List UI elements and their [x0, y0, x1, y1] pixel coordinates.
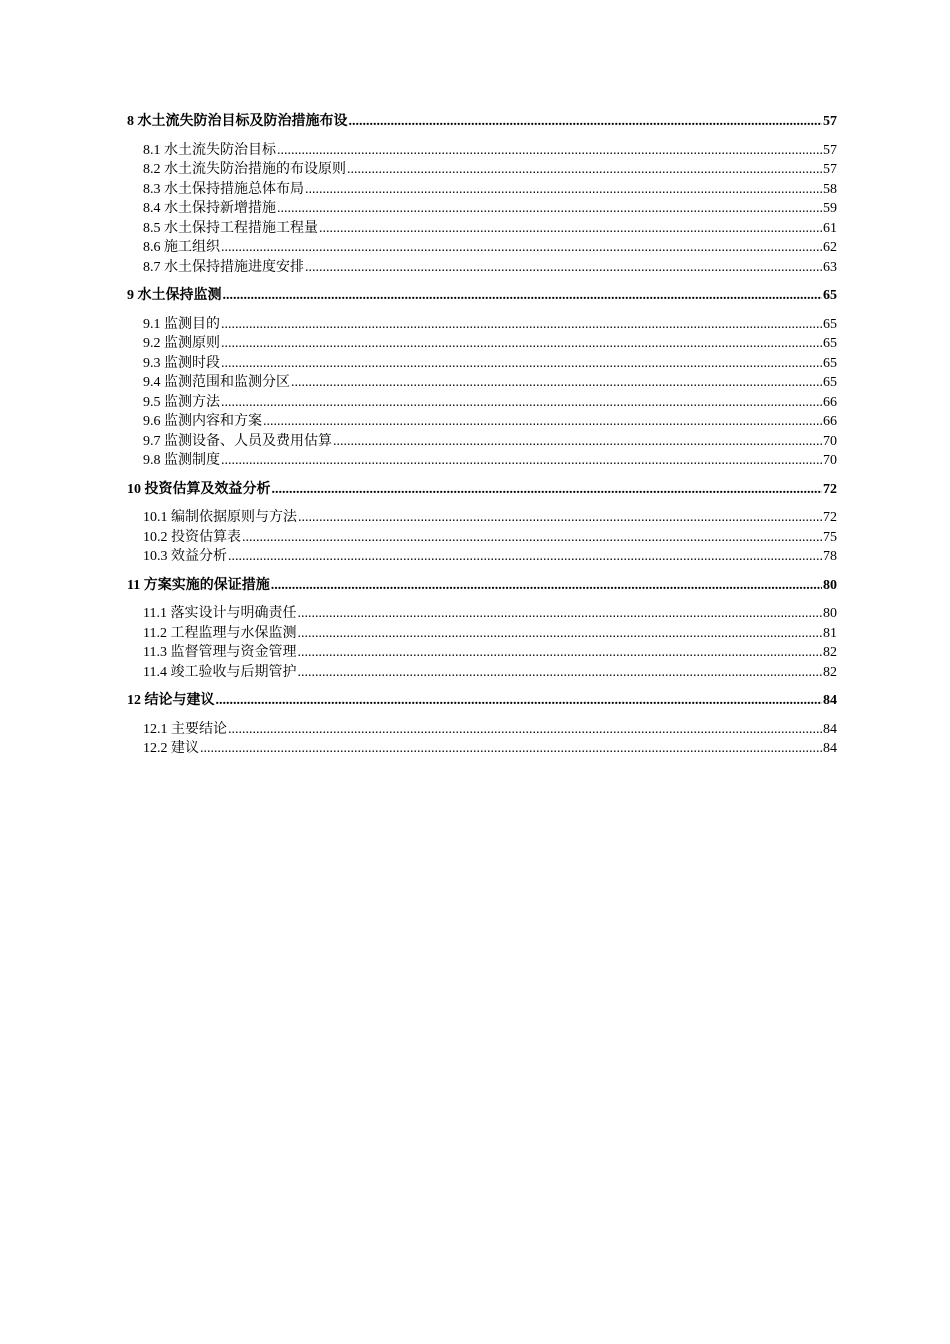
toc-section-entry[interactable] [127, 508, 837, 528]
toc-section-title: 12.1 主要结论 [143, 721, 227, 737]
toc-page-number: 70 [823, 453, 837, 468]
toc-page-number: 65 [823, 375, 837, 390]
toc-section-title: 9.3 监测时段 [143, 355, 220, 371]
toc-section-entry[interactable] [127, 141, 837, 161]
toc-leader-dots [305, 258, 822, 278]
toc-leader-dots [349, 112, 823, 132]
toc-page-number: 61 [823, 220, 837, 236]
toc-leader-dots [333, 432, 822, 452]
toc-chapter-entry[interactable] [127, 691, 837, 711]
toc-section-title: 11.4 竣工验收与后期管护 [143, 664, 297, 680]
toc-leader-dots [277, 199, 822, 219]
toc-leader-dots [297, 624, 822, 644]
toc-page-number: 80 [823, 606, 837, 621]
toc-leader-dots [223, 286, 823, 306]
toc-section-entry[interactable] [127, 528, 837, 548]
toc-section-entry[interactable] [127, 663, 837, 683]
toc-leader-dots [221, 393, 822, 413]
toc-chapter [127, 691, 837, 759]
toc-leader-dots [319, 219, 822, 239]
toc-section-entry[interactable] [127, 432, 837, 452]
toc-section-entry[interactable] [127, 334, 837, 354]
toc-leader-dots [221, 451, 822, 471]
toc-page-number: 63 [823, 259, 837, 275]
toc-section-entry[interactable] [127, 238, 837, 258]
toc-page-number: 57 [823, 142, 837, 158]
toc-section-entry[interactable] [127, 604, 837, 624]
toc-leader-dots [216, 691, 823, 711]
toc-leader-dots [272, 480, 823, 500]
toc-page-number: 62 [823, 240, 837, 255]
table-of-contents [127, 112, 837, 759]
toc-leader-dots [291, 373, 822, 393]
toc-page-number: 75 [823, 529, 837, 545]
toc-page-number: 57 [823, 114, 837, 129]
toc-page-number: 70 [823, 433, 837, 449]
toc-section-title: 9.6 监测内容和方案 [143, 414, 262, 429]
toc-section-title: 9.2 监测原则 [143, 336, 220, 351]
toc-leader-dots [242, 528, 822, 548]
toc-chapter-entry[interactable] [127, 576, 837, 596]
toc-chapter-entry[interactable] [127, 286, 837, 306]
toc-section-title: 8.4 水土保持新增措施 [143, 201, 276, 216]
toc-page-number: 65 [823, 288, 837, 303]
toc-chapter-title: 12 结论与建议 [127, 693, 215, 708]
toc-page-number: 84 [823, 693, 837, 708]
toc-chapter [127, 286, 837, 471]
toc-page-number: 78 [823, 549, 837, 564]
toc-section-entry[interactable] [127, 547, 837, 567]
toc-page-number: 65 [823, 355, 837, 371]
toc-section-title: 11.2 工程监理与水保监测 [143, 625, 297, 641]
toc-leader-dots [277, 141, 822, 161]
toc-section-title: 9.8 监测制度 [143, 453, 220, 468]
toc-section-entry[interactable] [127, 412, 837, 432]
toc-section-title: 9.7 监测设备、人员及费用估算 [143, 433, 332, 449]
toc-section-entry[interactable] [127, 315, 837, 335]
toc-page-number: 80 [823, 577, 837, 593]
toc-chapter-entry[interactable] [127, 480, 837, 500]
toc-leader-dots [228, 547, 822, 567]
toc-leader-dots [263, 412, 822, 432]
toc-section-entry[interactable] [127, 739, 837, 759]
toc-section-entry[interactable] [127, 160, 837, 180]
toc-section-entry[interactable] [127, 373, 837, 393]
toc-section-entry[interactable] [127, 451, 837, 471]
toc-page-number: 82 [823, 645, 837, 660]
toc-page-number: 72 [823, 510, 837, 525]
toc-section-title: 11.3 监督管理与资金管理 [143, 645, 297, 660]
toc-page-number: 65 [823, 336, 837, 351]
toc-page-number: 84 [823, 741, 837, 756]
toc-leader-dots [200, 739, 822, 759]
toc-section-entry[interactable] [127, 643, 837, 663]
toc-section-title: 9.5 监测方法 [143, 394, 220, 410]
toc-chapter-title: 11 方案实施的保证措施 [127, 577, 270, 593]
toc-leader-dots [221, 334, 822, 354]
toc-chapter [127, 112, 837, 277]
toc-chapter-title: 9 水土保持监测 [127, 288, 222, 303]
toc-chapter-title: 10 投资估算及效益分析 [127, 481, 271, 497]
toc-section-title: 8.5 水土保持工程措施工程量 [143, 220, 318, 236]
toc-leader-dots [298, 508, 822, 528]
toc-page-number: 82 [823, 664, 837, 680]
toc-section-title: 9.1 监测目的 [143, 316, 220, 332]
toc-section-title: 10.1 编制依据原则与方法 [143, 510, 297, 525]
toc-section-title: 10.3 效益分析 [143, 549, 227, 564]
toc-leader-dots [297, 643, 822, 663]
toc-section-entry[interactable] [127, 720, 837, 740]
toc-section-title: 12.2 建议 [143, 741, 199, 756]
toc-page-number: 59 [823, 201, 837, 216]
toc-section-entry[interactable] [127, 219, 837, 239]
toc-section-title: 8.2 水土流失防治措施的布设原则 [143, 162, 346, 177]
toc-leader-dots [271, 576, 822, 596]
toc-section-title: 8.3 水土保持措施总体布局 [143, 181, 304, 197]
toc-chapter [127, 576, 837, 683]
toc-chapter-title: 8 水土流失防治目标及防治措施布设 [127, 114, 348, 129]
toc-leader-dots [228, 720, 822, 740]
toc-section-title: 9.4 监测范围和监测分区 [143, 375, 290, 390]
toc-leader-dots [297, 604, 822, 624]
toc-page-number: 58 [823, 181, 837, 197]
toc-page-number: 66 [823, 394, 837, 410]
toc-leader-dots [347, 160, 822, 180]
toc-chapter-entry[interactable] [127, 112, 837, 132]
toc-section-title: 8.6 施工组织 [143, 240, 220, 255]
toc-leader-dots [221, 238, 822, 258]
toc-leader-dots [297, 663, 822, 683]
toc-section-title: 10.2 投资估算表 [143, 529, 241, 545]
toc-section-entry[interactable] [127, 180, 837, 200]
toc-section-entry[interactable] [127, 393, 837, 413]
toc-page-number: 81 [823, 625, 837, 641]
toc-page-number: 72 [823, 481, 837, 497]
toc-section-entry[interactable] [127, 199, 837, 219]
toc-section-entry[interactable] [127, 624, 837, 644]
toc-leader-dots [221, 354, 822, 374]
toc-page-number: 84 [823, 721, 837, 737]
toc-section-entry[interactable] [127, 354, 837, 374]
toc-page-number: 65 [823, 316, 837, 332]
toc-section-entry[interactable] [127, 258, 837, 278]
toc-leader-dots [221, 315, 822, 335]
toc-page-number: 57 [823, 162, 837, 177]
toc-page-number: 66 [823, 414, 837, 429]
toc-section-title: 11.1 落实设计与明确责任 [143, 606, 297, 621]
toc-leader-dots [305, 180, 822, 200]
toc-chapter [127, 480, 837, 567]
toc-section-title: 8.7 水土保持措施进度安排 [143, 259, 304, 275]
toc-section-title: 8.1 水土流失防治目标 [143, 142, 276, 158]
